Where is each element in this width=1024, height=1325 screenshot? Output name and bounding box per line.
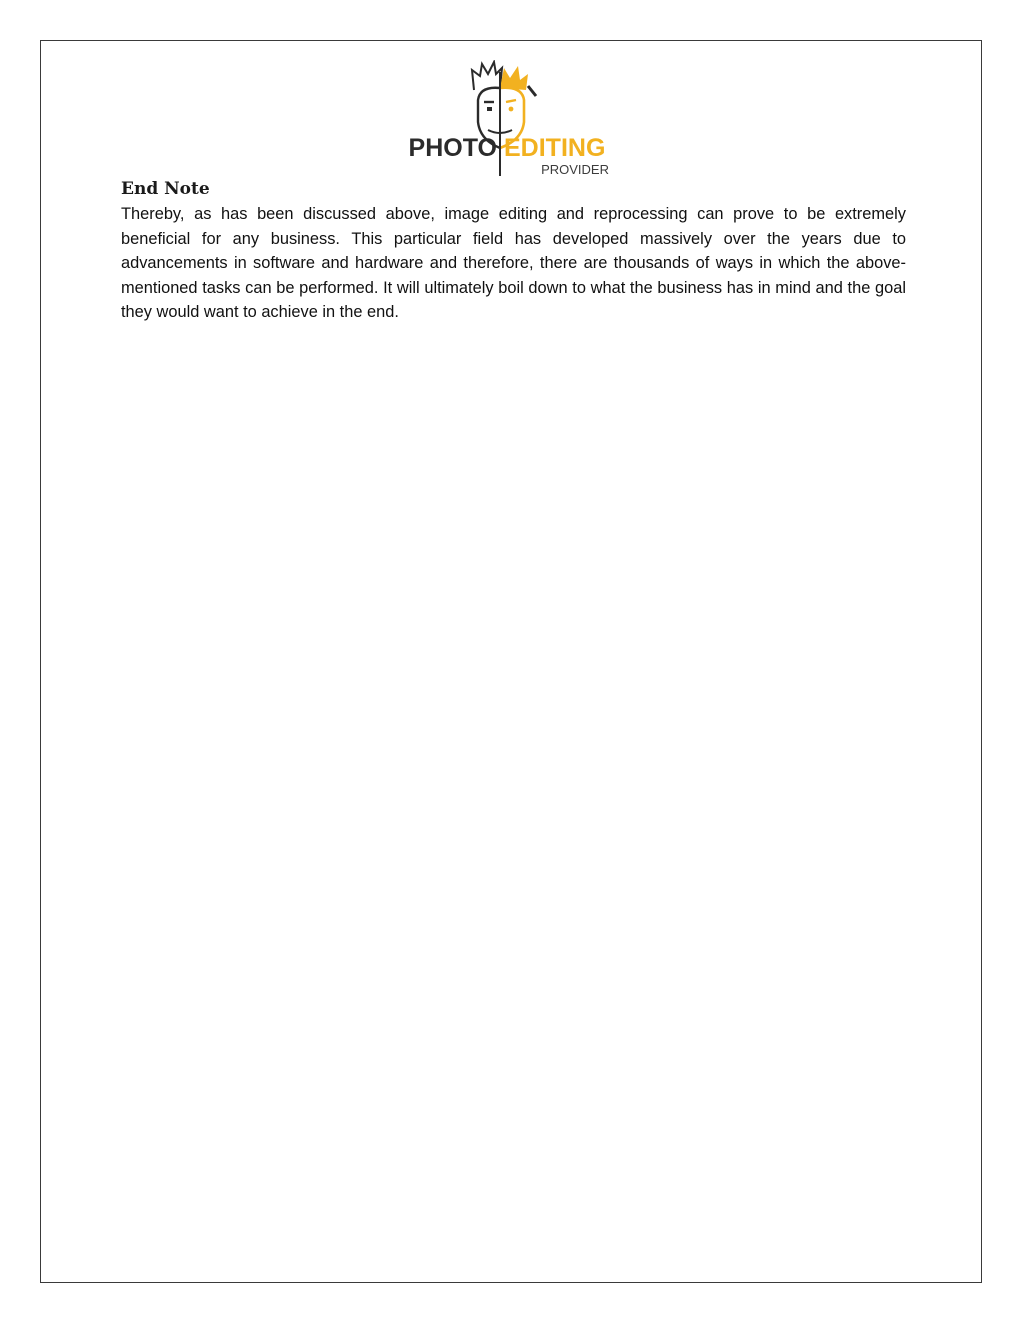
company-logo <box>400 60 620 178</box>
logo-word-provider: PROVIDER <box>541 162 609 177</box>
section-heading: End Note <box>121 179 210 199</box>
logo-word-editing: EDITING <box>504 134 606 162</box>
section-paragraph: Thereby, as has been discussed above, image editing and reprocessing can prove to be extremely beneficial for any business. This particular field has developed massively over the years due to advancements in software and hardware and therefore, there are thousands of ways in which the above-mentioned tasks can be performed. It will ultimately boil down to what the business has in mind and the goal they would want to achieve in the end. <box>121 205 906 322</box>
logo-word-photo: PHOTO <box>408 134 497 162</box>
